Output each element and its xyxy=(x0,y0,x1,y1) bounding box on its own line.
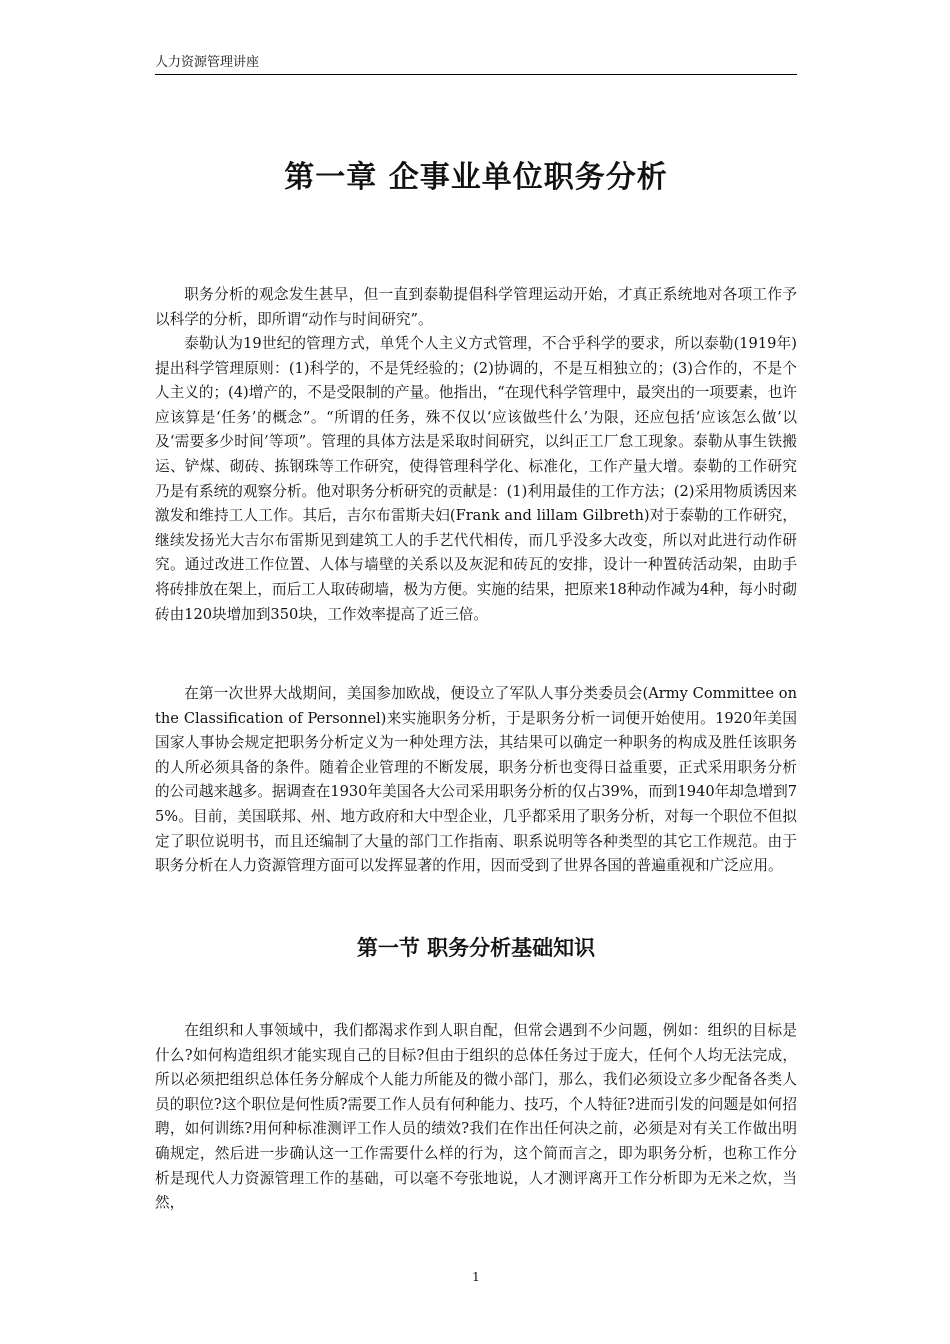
page-header: 人力资源管理讲座 xyxy=(155,52,797,75)
body-paragraph: 泰勒认为19世纪的管理方式，单凭个人主义方式管理，不合乎科学的要求，所以泰勒(1919年)提出科学管理原则：(1)科学的，不是凭经验的；(2)协调的，不是互相独立的；(3)合作的，不是个人主义的；(4)增产的，不是受限制的产量。他指出，“在现代科学管理中，最突出的一项要素，也许应该算是‘任务’的概念”。“所谓的任务，殊不仅以‘应该做些什么’为限，还应包括‘应该怎么做’以及‘需要多少时间’等项”。管理的具体方法是采取时间研究，以纠正工厂怠工现象。泰勒从事生铁搬运、铲煤、砌砖、拣钢珠等工作研究，使得管理科学化、标准化，工作产量大增。泰勒的工作研究乃是有系统的观察分析。他对职务分析研究的贡献是：(1)利用最佳的工作方法；(2)采用物质诱因来激发和维持工人工作。其后，吉尔布雷斯夫妇(Frank and lillam Gilbreth)对于泰勒的工作研究，继续发扬光大吉尔布雷斯见到建筑工人的手艺代代相传，而几乎没多大改变，所以对此进行动作研究。通过改进工作位置、人体与墙壁的关系以及灰泥和砖瓦的安排，设计一种置砖活动架，由助手将砖排放在架上，而后工人取砖砌墙，极为方便。实施的结果，把原来18种动作减为4种，每小时砌砖由120块增加到350块，工作效率提高了近三倍。 xyxy=(155,335,797,623)
body-paragraph: 在组织和人事领域中，我们都渴求作到人职自配，但常会遇到不少问题，例如：组织的目标是什么?如何构造组织才能实现自己的目标?但由于组织的总体任务过于庞大，任何个人均无法完成，所以必须把组织总体任务分解成个人能力所能及的微小部门，那么，我们必须设立多少配备各类人员的职位?这个职位是何性质?需要工作人员有何种能力、技巧，个人特征?进而引发的问题是如何招聘，如何训练?用何种标准测评工作人员的绩效?我们在作出任何决之前，必须是对有关工作做出明确规定，然后进一步确认这一工作需要什么样的行为，这个简而言之，即为职务分析，也称工作分析是现代人力资源管理工作的基础，可以毫不夸张地说，人才测评离开工作分析即为无米之炊，当然， xyxy=(155,1022,797,1212)
chapter-title: 第一章 企事业单位职务分析 xyxy=(284,160,668,195)
section-title: 第一节 职务分析基础知识 xyxy=(356,936,596,960)
body-paragraph: 职务分析的观念发生甚早，但一直到泰勒提倡科学管理运动开始，才真正系统地对各项工作予以科学的分析，即所谓“动作与时间研究”。 xyxy=(155,286,797,328)
page-number: 1 xyxy=(472,1270,480,1284)
body-paragraph: 在第一次世界大战期间，美国参加欧战，便设立了军队人事分类委员会(Army Committee on the Classification of Personnel)来实施职务分析，于是职务分析一词便开始使用。1920年美国国家人事协会规定把职务分析定义为一种处理方法，其结果可以确定一种职务的构成及胜任该职务的人所必须具备的条件。随着企业管理的不断发展，职务分析也变得日益重要，正式采用职务分析的公司越来越多。据调查在1930年美国各大公司采用职务分析的仅占39%，而到1940年却急增到75%。目前，美国联邦、州、地方政府和大中型企业，几乎都采用了职务分析，对每一个职位不但拟定了职位说明书，而且还编制了大量的部门工作指南、职系说明等各种类型的其它工作规范。由于职务分析在人力资源管理方面可以发挥显著的作用，因而受到了世界各国的普遍重视和广泛应用。 xyxy=(155,685,797,875)
